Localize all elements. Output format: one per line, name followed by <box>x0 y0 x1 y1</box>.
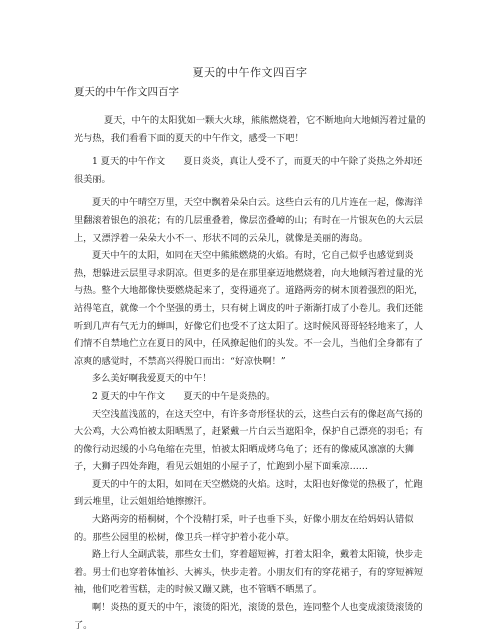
article-body <box>74 112 430 634</box>
section-2-heading-paragraph: 2 夏天的中午作文 夏天的中午是炎热的。 <box>92 390 276 402</box>
body-paragraph: 大路两旁的梧桐树，个个没精打采，叶子也垂下头，好像小朋友在给妈妈认错似的。那些公园里的松树，像卫兵一样守护着小花小草。 <box>74 514 414 543</box>
body-paragraph: 啊！炎热的夏天的中午，滚烫的阳光，滚烫的景色，连同整个人也变成滚烫滚烫的了。 <box>74 602 423 631</box>
body-paragraph: 天空浅蓝浅蓝的，在这天空中，有许多奇形怪状的云，这些白云有的像赵高气扬的大公鸡，大公鸡怕被太阳晒黑了，赶紧戴一片白云当遮阳伞，保护自己漂亮的羽毛；有的像行动迟缓的小乌龟缩在壳里，怕被太阳晒成烤乌龟了；还有的像威风凛凛的大狮子，大狮子四处奔跑，看见云姐姐的小屋子了，忙跑到小屋下面乘凉…… <box>74 408 424 473</box>
document-subtitle: 夏天的中午作文四百字 <box>74 86 179 98</box>
body-paragraph: 多么美好啊我爱夏天的中午！ <box>92 373 212 385</box>
body-paragraph: 夏天的中午晴空万里，天空中飘着朵朵白云。这些白云有的几片连在一起，像海洋里翻滚着银色的浪花；有的几层重叠着，像层峦叠嶂的山；有时在一片银灰色的大云层上，又漂浮着一朵朵大小不一、形状不同的云朵儿，就像是美丽的海岛。 <box>74 197 424 244</box>
section-1-heading-paragraph: 1 夏天的中午作文 夏日炎炎，真让人受不了，而夏天的中午除了炎热之外却还很美丽。 <box>74 156 423 185</box>
body-paragraph: 路上行人全副武装，那些女士们，穿着超短裤，打着太阳伞，戴着太阳镜，快步走着。男士们也穿着体恤衫、大裤头，快步走着。小朋友们有的穿花裙子，有的穿短裤短袖，他们吃着雪糕，走的时候又蹦又跳，也不管晒不晒黑了。 <box>74 549 424 596</box>
body-paragraph: 夏天的中午的太阳，如同在天空燃烧的火焰。这时，太阳也好像觉的热极了，忙跑到云堆里，让云姐姐给她擦擦汗。 <box>74 478 423 508</box>
document-title: 夏天的中午作文四百字 <box>192 66 308 79</box>
intro-paragraph: 夏天，中午的太阳犹如一颗大火球，熊熊燃烧着，它不断地向大地倾泻着过量的光与热，我们看看下面的夏天的中午作文，感受一下吧！ <box>74 115 426 144</box>
body-paragraph: 夏天中午的太阳，如同在天空中熊熊燃烧的火焰。有时，它自己似乎也感觉到炎热，想躲进云层里寻求阴凉。但更多的是在那里豪迈地燃烧着，向大地倾泻着过量的光与热。整个大地都像快要燃烧起来了，变得通亮了。道路两旁的树木顶着强烈的阳光，站得笔直，就像一个个坚强的勇士，只有树上调皮的叶子渐渐打成了小卷儿。我们还能听到几声有气无力的蝉叫，好像它们也受不了这太阳了。这时候风哥哥轻轻地来了，人们情不自禁地伫立在夏日的风中，任风撩起他们的头发。不一会儿，当他们全身都有了凉爽的感觉时，不禁高兴得脱口而出：“好凉快啊！” <box>74 250 424 367</box>
